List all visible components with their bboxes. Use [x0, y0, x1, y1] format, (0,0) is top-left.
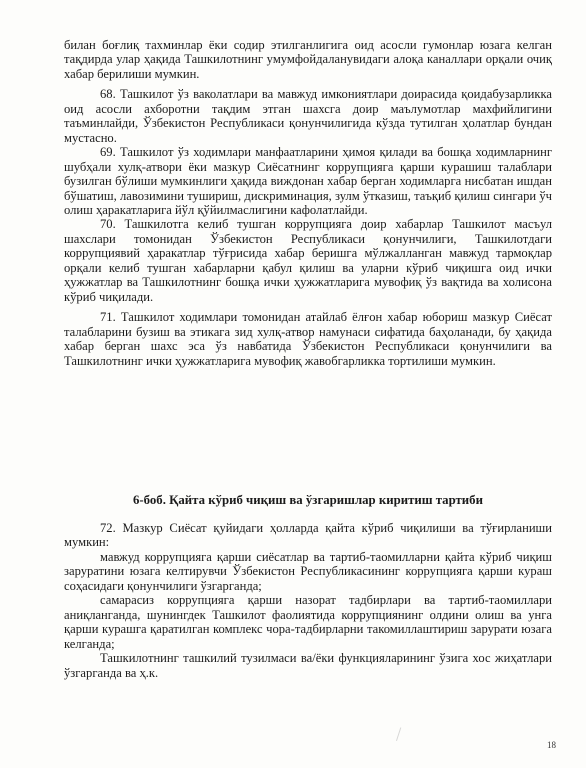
- list-item: Ташкилотнинг ташкилий тузилмаси ва/ёки функцияларининг ўзига хос жиҳатлари ўзгарганда ва ҳ.к.: [64, 651, 552, 680]
- body-text: [64, 38, 552, 368]
- list-item: самарасиз коррупцияга қарши назорат тадбирлари ва тартиб-таомиллари аниқланганда, шунингдек Ташкилот фаолиятида коррупциянинг олдини олиш ва унга қарши курашга қаратилган комплекс чора-тадбирларни такомиллаштириш зарурати юзага келганда;: [64, 593, 552, 651]
- list-item: мавжуд коррупцияга қарши сиёсатлар ва тартиб-таомилларни қайта кўриб чиқиш заруратини юзага келтирувчи Ўзбекистон Республикасининг коррупцияга қарши кураш соҳасидаги қонунчилиги ўзгарганда;: [64, 549, 552, 593]
- scan-mark: [396, 727, 406, 742]
- paragraph-69: 69. Ташкилот ўз ходимлари манфаатларини ҳимоя қилади ва бошқа ходимларнинг шубҳали хулқ-атвори ёки мазкур Сиёсатнинг коррупцияга қарши курашиш талаблари бузилган бўлиши мумкинлиги ҳақида виждонан хабар берган ходимларга нисбатан ишдан бўшатиш, лавозимини тушириш, дискриминация, зулм ўтказиш, таъқиб қилиш сингари ўч олиш ҳаракатларига йўл қўйилмаслигини кафолатлайди.: [64, 145, 552, 217]
- chapter-title: 6-боб. Қайта кўриб чиқиш ва ўзгаришлар киритиш тартиби: [133, 493, 483, 507]
- paragraph-72: 72. Мазкур Сиёсат қуйидаги ҳолларда қайта кўриб чиқилиши ва тўғирланиши мумкин:: [64, 521, 552, 550]
- chapter-body: [64, 521, 552, 680]
- paragraph-70: 70. Ташкилотга келиб тушган коррупцияга доир хабарлар Ташкилот масъул шахслари томонидан Ўзбекистон Республикаси қонунчилиги, Ташкилотдаги коррупциявий ҳаракатлар тўғрисида хабар беришга мўлжалланган мавжуд тармоқлар орқали келиб тушган хабарларни қабул қилиш ва уларни кўриб чиқишга оид ички ҳужжатлар ва Ташкилотнинг бошқа ички ҳужжатларига мувофиқ ўз вақтида ва холисона кўриб чиқилади.: [64, 217, 552, 304]
- paragraph-71: 71. Ташкилот ходимлари томонидан атайлаб ёлғон хабар юбориш мазкур Сиёсат талабларини бузиш ва этикага зид хулқ-атвор намунаси сифатида баҳоланади, бу ҳақида хабар берган шахс эса ўз навбатида Ўзбекистон Республикаси қонунчилиги ва Ташкилотнинг ички ҳужжатларига мувофиқ жавобгарликка тортилиши мумкин.: [64, 310, 552, 368]
- continuation-paragraph: билан боғлиқ тахминлар ёки содир этилганлигига оид асосли гумонлар юзага келган тақдирда улар ҳақида Ташкилотнинг умумфойдаланувидаги алоқа каналлари орқали очиқ хабар берилиши мумкин.: [64, 38, 552, 81]
- paragraph-68: 68. Ташкилот ўз ваколатлари ва мавжуд имкониятлари доирасида қоидабузарликка оид асосли ахборотни тақдим этган шахсга доир маълумотлар махфийлигини таъминлайди, Ўзбекистон Республикаси қонунчилигида кўзда тутилган ҳолатлар бундан мустасно.: [64, 87, 552, 145]
- page-number: 18: [547, 740, 556, 750]
